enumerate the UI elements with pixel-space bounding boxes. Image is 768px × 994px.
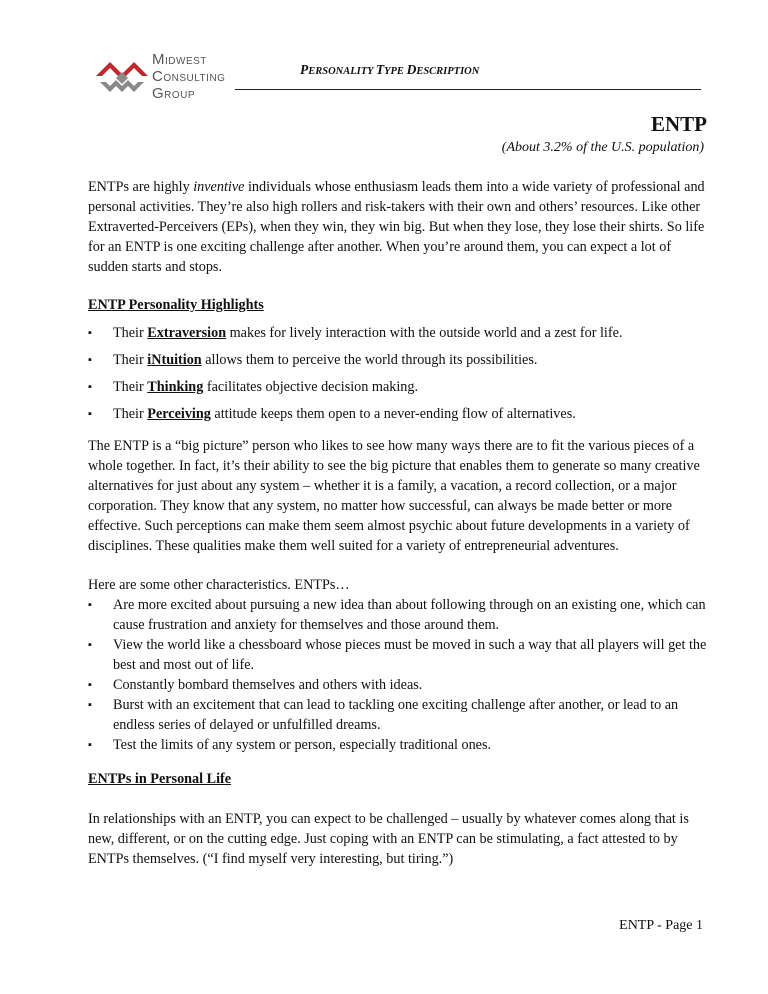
header-title-cap: T <box>375 62 385 77</box>
item-text: Their <box>113 352 148 368</box>
list-item: ▪ Constantly bombard themselves and others with ideas. <box>88 675 713 695</box>
list-item: ▪ Are more excited about pursuing a new idea than about following through on an existing one, which can cause frustration and anxiety for themselves and those around them. <box>88 595 713 635</box>
list-item: ▪ View the world like a chessboard whose pieces must be moved in such a way that all players will get the best and most out of life. <box>88 635 713 675</box>
list-item: ▪ Burst with an excitement that can lead to tackling one exciting challenge after another, or lead to an endless series of delayed or unfulfilled dreams. <box>88 695 713 735</box>
personal-life-heading: ENTPs in Personal Life <box>88 771 232 787</box>
list-item <box>88 323 713 343</box>
header-title-part: YPE <box>384 66 407 77</box>
header-title-cap: D <box>406 62 417 77</box>
intro-paragraph <box>88 177 713 277</box>
big-picture-paragraph: The ENTP is a “big picture” person who likes to see how many ways there are to fit the various pieces of a whole together. In fact, it’s their ability to see the big picture that enables them to generate so many creative alternatives for just about any system – whether it is a family, a vacation, a record collection, or a major corporation. They know that any system, no matter how successful, can always be made better or more effective. Such perceptions can make them seem almost psychic about future developments in a variety of disciplines. These qualities make them well suited for a variety of entrepreneurial adventures. <box>88 438 700 554</box>
page-number: ENTP - Page 1 <box>619 918 703 933</box>
item-text: facilitates objective decision making. <box>203 379 419 395</box>
logo-mark-icon <box>92 52 152 98</box>
list-item <box>88 350 713 370</box>
header-title <box>300 62 479 78</box>
list-item: ▪ Test the limits of any system or person, especially traditional ones. <box>88 735 713 755</box>
logo-word: ONSULTING <box>163 73 226 84</box>
personal-life-paragraph: In relationships with an ENTP, you can expect to be challenged – usually by whatever comes along that is new, different, or on the cutting edge. Just coping with an ENTP can be stimulating, a fact attested to by ENTPs themselves. (“I find myself very interesting, but tiring.”) <box>88 811 689 867</box>
list-item <box>88 404 713 424</box>
document-body <box>88 177 713 869</box>
characteristics-list <box>88 595 713 755</box>
header-title-cap: P <box>300 62 309 77</box>
header-title-part: ESCRIPTION <box>416 66 480 77</box>
logo-letter: C <box>152 68 164 85</box>
company-logo <box>92 50 242 102</box>
logo-word: ROUP <box>164 90 196 101</box>
intro-emphasis: inventive <box>193 179 245 195</box>
logo-word: IDWEST <box>165 56 207 67</box>
item-text: Their <box>113 406 148 422</box>
item-text: makes for lively interaction with the outside world and a zest for life. <box>226 325 623 341</box>
header-divider <box>235 89 701 90</box>
item-term: Thinking <box>147 379 204 395</box>
item-term: Extraversion <box>147 325 227 341</box>
logo-letter: G <box>152 85 165 102</box>
header-title-part: ERSONALITY <box>308 66 376 77</box>
type-title: ENTP <box>650 112 707 136</box>
characteristics-intro: Here are some other characteristics. ENTPs… <box>88 577 350 593</box>
highlights-heading: ENTP Personality Highlights <box>88 297 264 313</box>
item-text: Their <box>113 379 148 395</box>
item-text: Their <box>113 325 148 341</box>
intro-text: ENTPs are highly <box>88 179 194 195</box>
logo-wordmark <box>152 52 225 103</box>
type-subtitle: (About 3.2% of the U.S. population) <box>501 140 704 155</box>
highlights-list <box>88 323 713 424</box>
item-term: Perceiving <box>147 406 211 422</box>
item-text: allows them to perceive the world through its possibilities. <box>201 352 538 368</box>
logo-letter: M <box>152 51 165 68</box>
item-term: iNtuition <box>147 352 202 368</box>
list-item <box>88 377 713 397</box>
item-text: attitude keeps them open to a never-ending flow of alternatives. <box>210 406 576 422</box>
intro-text: individuals whose enthusiasm leads them into a wide variety of professional and personal activities. They’re also high rollers and risk-takers with their own and others’ resources. Like other Extraverted-Perceivers (EPs), when they win, they win big. But when they lose, they lose their shirts. So life for an ENTP is one exciting challenge after another. When you’re around them, you can expect a lot of sudden starts and stops. <box>88 179 705 275</box>
